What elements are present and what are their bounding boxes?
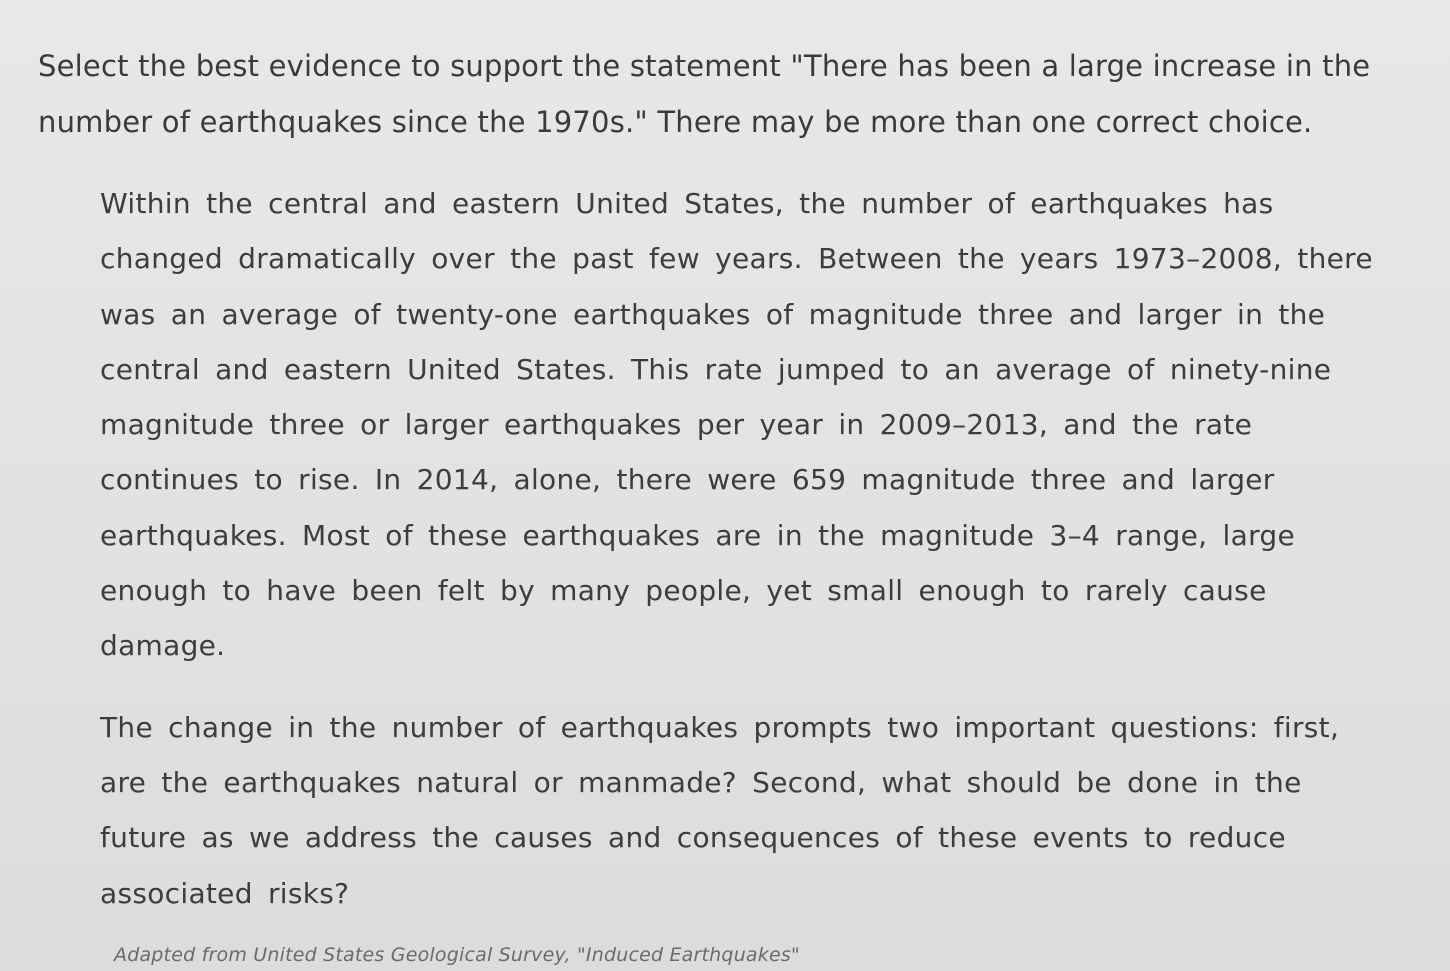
- reading-passage: [100, 176, 1410, 921]
- passage-paragraph[interactable]: Within the central and eastern United States, the number of earthquakes has changed dramatically over the past few years. Between the years 1973–2008, there was an average of twenty-one earthquakes of magnitude three and larger in the central and eastern United States. This rate jumped to an average of ninety-nine magnitude three or larger earthquakes per year in 2009–2013, and the rate continues to rise. In 2014, alone, there were 659 magnitude three and larger earthquakes. Most of these earthquakes are in the magnitude 3–4 range, large enough to have been felt by many people, yet small enough to rarely cause damage.: [100, 187, 1373, 663]
- passage-paragraph[interactable]: The change in the number of earthquakes prompts two important questions: first, are the earthquakes natural or manmade? Second, what should be done in the future as we address the causes and consequences of these events to reduce associated risks?: [100, 710, 1340, 910]
- source-citation: Adapted from United States Geological Survey, "Induced Earthquakes": [114, 944, 800, 966]
- question-prompt: Select the best evidence to support the statement "There has been a large increase in the number of earthquakes since the 1970s." There may be more than one correct choice.: [38, 49, 1371, 139]
